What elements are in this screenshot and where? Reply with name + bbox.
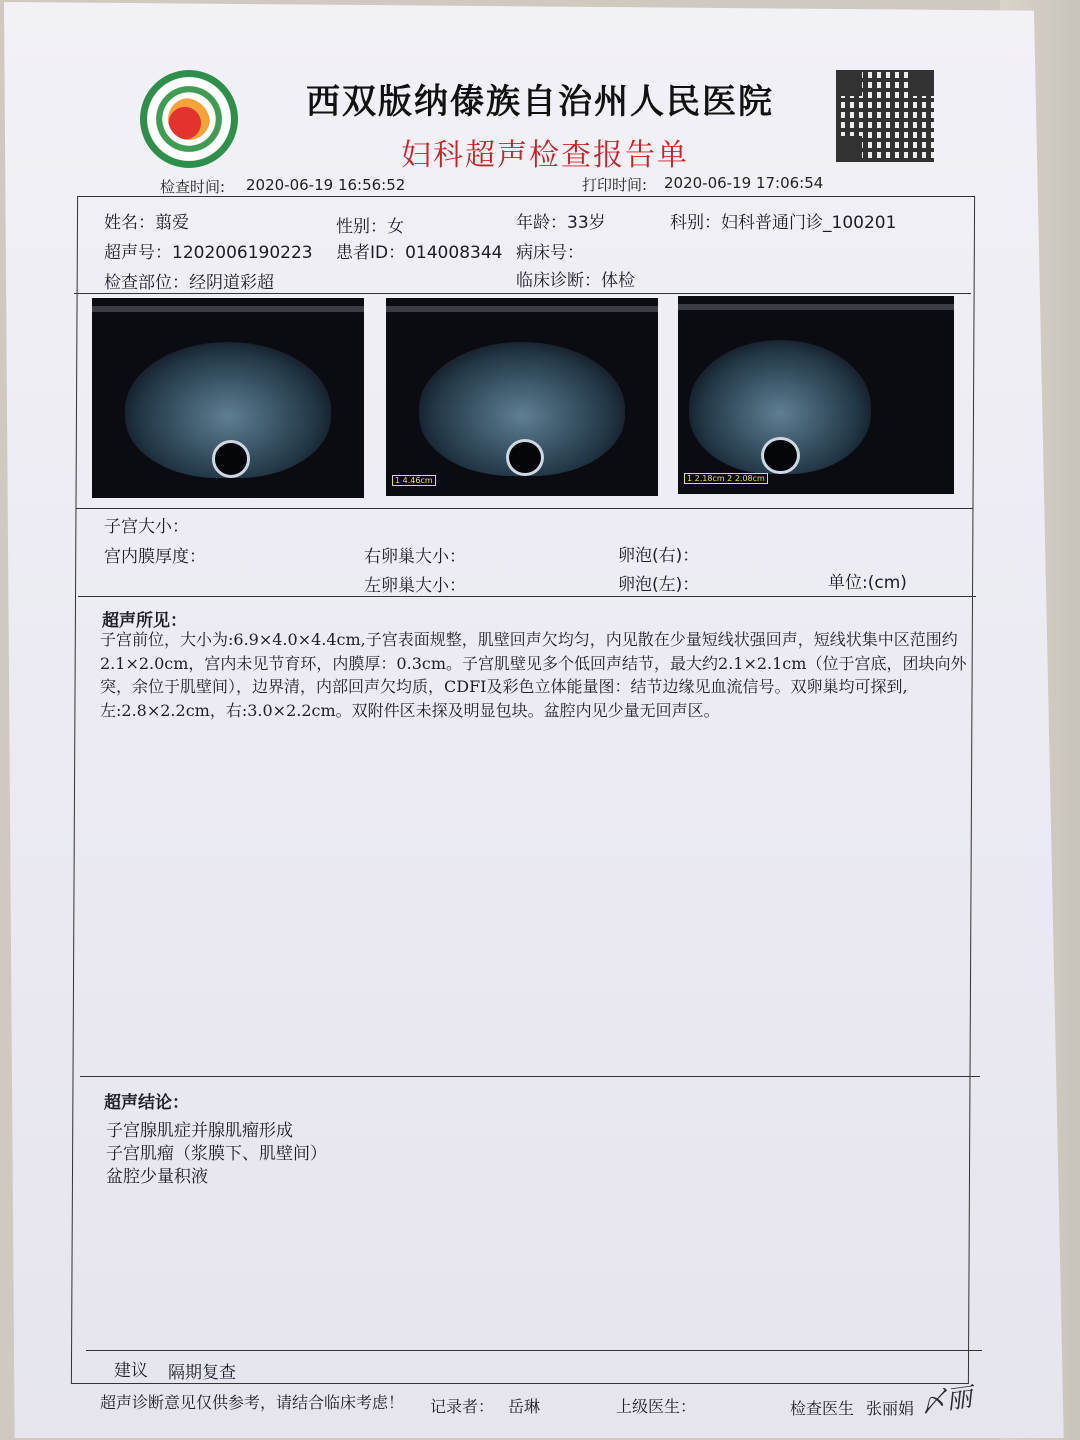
divider-measure: [78, 596, 976, 597]
dept: 妇科普通门诊_100201: [721, 213, 897, 233]
findings-heading: 超声所见：: [102, 611, 187, 631]
left-follicle-label: 卵泡(左)：: [618, 575, 700, 595]
age-label: 年龄：: [516, 213, 567, 233]
name-label: 姓名：: [104, 213, 155, 233]
gender-row: [336, 212, 404, 237]
us-no-label: 超声号：: [104, 243, 172, 263]
clinical-dx: 体检: [601, 271, 635, 291]
divider-findings: [80, 1076, 980, 1077]
senior-doctor-label: 上级医生：: [616, 1397, 697, 1416]
bed-row: [516, 238, 584, 263]
patient-name: 翦爱: [155, 213, 189, 233]
patient-name-row: [104, 208, 189, 233]
scan2-measurement: 1 4.46cm: [392, 475, 436, 486]
ultrasound-image-2: [386, 298, 658, 496]
patient-id: 014008344: [405, 243, 503, 263]
qr-code: [836, 70, 934, 162]
hospital-logo: [140, 70, 238, 168]
right-ovary-label: 右卵巢大小：: [364, 547, 466, 567]
conclusion-line-2: 子宫肌瘤（浆膜下、肌壁间）: [106, 1144, 327, 1164]
uterus-size-label: 子宫大小：: [104, 517, 189, 537]
recorder: 岳琳: [508, 1397, 541, 1416]
doctor-label: 检查医生: [790, 1399, 855, 1418]
patient-id-label: 患者ID：: [336, 243, 406, 263]
exam-time-label: 检查时间:: [160, 178, 226, 196]
report-title: 妇科超声检查报告单: [401, 138, 689, 173]
gender-label: 性别：: [336, 217, 387, 237]
conclusion-heading: 超声结论：: [104, 1093, 189, 1113]
clinical-dx-row: [516, 266, 635, 291]
gender: 女: [387, 217, 404, 237]
us-no: 1202006190223: [172, 243, 313, 263]
right-follicle-label: 卵泡(右)：: [618, 546, 700, 566]
patient-id-row: [336, 238, 502, 263]
bed-label: 病床号：: [516, 243, 584, 263]
exam-part: 经阴道彩超: [189, 273, 274, 293]
exam-part-row: [104, 268, 274, 293]
conclusion-line-1: 子宫腺肌症并腺肌瘤形成: [106, 1121, 293, 1141]
unit-label: 单位:(cm): [828, 573, 907, 593]
print-time: 2020-06-19 17:06:54: [664, 174, 824, 192]
clinical-dx-label: 临床诊断：: [516, 271, 601, 291]
age-row: [516, 208, 606, 233]
hospital-name: 西双版纳傣族自治州人民医院: [306, 82, 774, 122]
findings-text: 子宫前位，大小为:6.9×4.0×4.4cm,子宫表面规整，肌壁回声欠均匀，内见散在少量短线状强回声，短线状集中区范围约2.1×2.0cm，宫内未见节育环，内膜厚：0.3cm。子宫肌壁见多个低回声结节，最大约2.1×2.1cm（位于宫底，团块向外突，余位于肌壁间），边界清，内部回声欠均质，CDFI及彩色立体能量图：结节边缘见血流信号。双卵巢均可探到,左:2.8×2.2cm，右:3.0×2.2cm。双附件区未探及明显包块。盆腔内见少量无回声区。: [100, 630, 967, 720]
advice-text: 隔期复查: [168, 1363, 236, 1383]
scan3-measurement: 1 2.18cm 2 2.08cm: [684, 473, 768, 484]
dept-row: [670, 208, 896, 233]
ultrasound-image-1: [92, 298, 364, 498]
recorder-label: 记录者：: [430, 1397, 495, 1416]
exam-part-label: 检查部位：: [104, 273, 189, 293]
left-ovary-label: 左卵巢大小：: [364, 576, 466, 596]
dept-label: 科别：: [670, 213, 721, 233]
age: 33岁: [567, 213, 606, 233]
ultrasound-image-3: [678, 296, 954, 494]
conclusion-line-3: 盆腔少量积液: [106, 1167, 208, 1187]
disclaimer: 超声诊断意见仅供参考，请结合临床考虑！: [100, 1393, 405, 1412]
divider-conclusion: [86, 1350, 982, 1351]
print-time-label: 打印时间:: [582, 176, 648, 194]
us-no-row: [104, 238, 313, 263]
exam-time: 2020-06-19 16:56:52: [246, 176, 406, 194]
endometrium-label: 宫内膜厚度：: [104, 547, 206, 567]
advice-label: 建议: [114, 1361, 148, 1381]
divider-images: [76, 508, 973, 509]
handwritten-signature: 〆丽: [918, 1382, 975, 1420]
divider-patient: [74, 293, 971, 294]
doctor: 张丽娟: [866, 1399, 915, 1418]
